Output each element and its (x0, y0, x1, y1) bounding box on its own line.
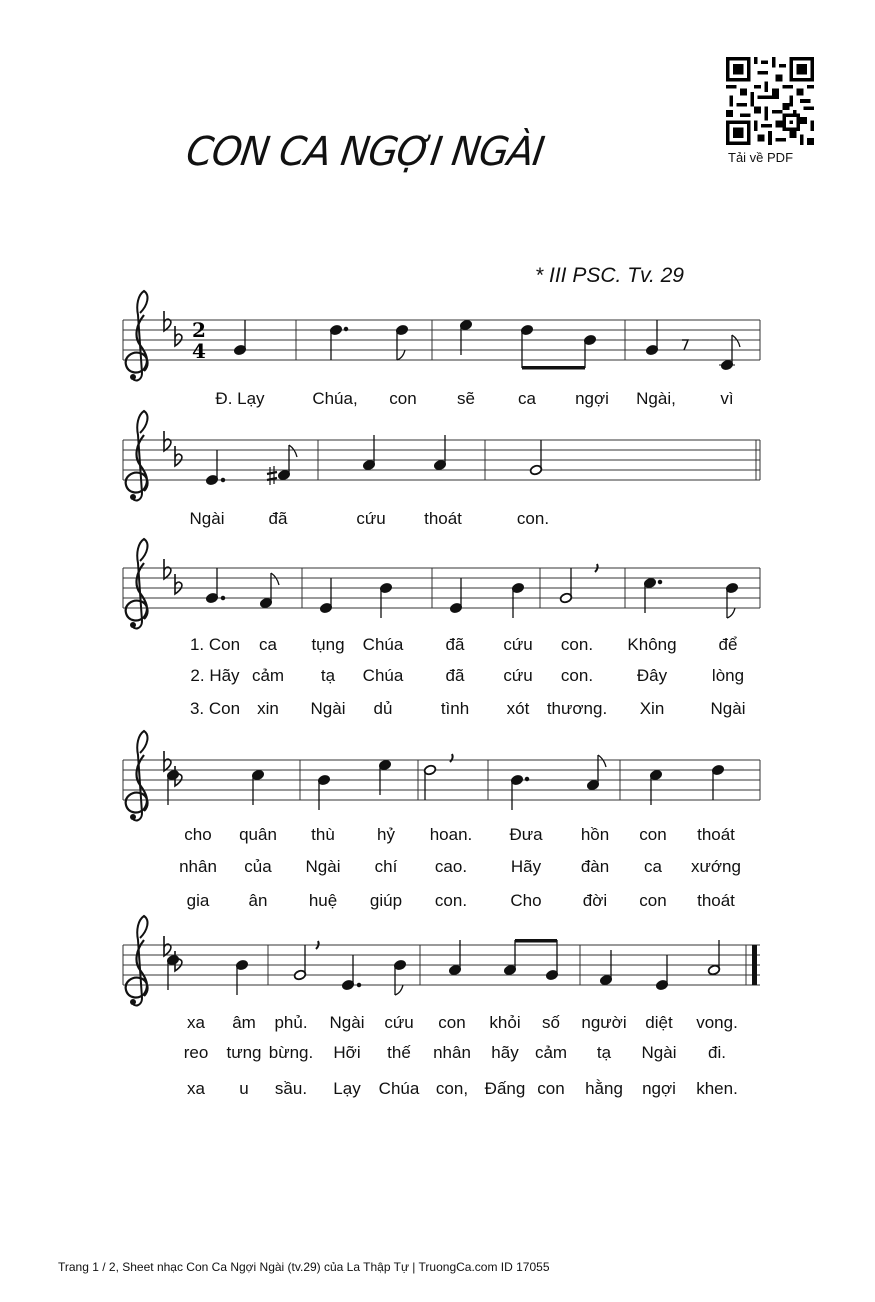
lyric-syllable: đã (445, 635, 465, 654)
lyric-syllable: đàn (580, 857, 610, 876)
lyric-syllable: thoát (697, 891, 735, 910)
lyric-syllable: chí (374, 857, 398, 876)
lyric-syllable: thoát (424, 509, 462, 528)
page-footer: Trang 1 / 2, Sheet nhạc Con Ca Ngợi Ngài (tv.29) của La Thập Tự | TruongCa.com ID 17055 (58, 1260, 550, 1274)
lyric-syllable: Hãy (510, 857, 542, 876)
lyric-syllable: nhân (433, 1043, 471, 1062)
lyric-syllable: con, (435, 1079, 469, 1098)
lyric-syllable: thế (387, 1043, 411, 1062)
lyric-syllable: Ngài, (636, 389, 676, 408)
lyric-syllable: thù (311, 825, 335, 844)
lyric-syllable: quân (239, 825, 277, 844)
lyric-syllable: con. (560, 635, 594, 654)
lyric-syllable: tạ (596, 1043, 612, 1062)
download-pdf-link[interactable]: Tải về PDF (728, 150, 794, 165)
lyric-syllable: Đấng (484, 1079, 526, 1098)
lyric-syllable: vì (720, 389, 734, 408)
lyric-syllable: bừng. (268, 1043, 314, 1062)
svg-text:2: 2 (192, 318, 206, 342)
lyric-syllable: sẽ (457, 389, 475, 408)
svg-text:4: 4 (192, 339, 206, 363)
lyric-syllable: u (239, 1079, 249, 1098)
lyric-syllable: người (581, 1013, 627, 1032)
lyric-syllable: Chúa (362, 635, 404, 654)
lyric-syllable: đã (445, 666, 465, 685)
lyric-syllable: hằng (585, 1079, 623, 1098)
lyric-syllable: xót (506, 699, 530, 718)
lyric-syllable: hoan. (429, 825, 473, 844)
lyric-syllable: âm (232, 1013, 256, 1032)
lyric-syllable: Ngài (710, 699, 746, 718)
lyric-syllable: con (389, 389, 417, 408)
lyric-syllable: con (639, 891, 667, 910)
lyric-syllable: con (537, 1079, 565, 1098)
lyric-syllable: xin (257, 699, 279, 718)
lyric-syllable: cảm (534, 1043, 568, 1062)
lyric-syllable: Ngài (189, 509, 225, 528)
lyric-syllable: hồn (580, 825, 610, 844)
lyric-syllable: Ngài (329, 1013, 365, 1032)
lyric-syllable: con. (560, 666, 594, 685)
song-title: CON CA NGỢI NGÀI (183, 128, 547, 175)
lyric-syllable: cao. (434, 857, 468, 876)
lyric-syllable: Chúa (378, 1079, 420, 1098)
lyric-syllable: số (542, 1013, 560, 1032)
lyric-syllable: xa (187, 1013, 205, 1032)
lyric-syllable: Lạy (333, 1079, 361, 1098)
lyric-syllable: Đ. Lạy (215, 389, 265, 408)
lyric-syllable: phủ. (274, 1013, 308, 1032)
lyric-syllable: cảm (251, 666, 285, 685)
lyric-syllable: hỷ (377, 825, 395, 844)
lyric-syllable: để (718, 635, 738, 654)
lyric-syllable: ca (644, 857, 662, 876)
lyric-syllable: diệt (645, 1013, 673, 1032)
lyric-syllable: dủ (373, 699, 393, 718)
lyric-syllable: cứu (356, 509, 386, 528)
lyric-syllable: Ngài (641, 1043, 677, 1062)
lyric-syllable: gia (186, 891, 210, 910)
lyric-syllable: đời (582, 891, 608, 910)
psalm-reference: * III PSC. Tv. 29 (535, 264, 684, 287)
lyric-syllable: vong. (696, 1013, 738, 1032)
lyric-syllable: tạ (320, 666, 336, 685)
lyric-syllable: con. (516, 509, 550, 528)
lyric-syllable: nhân (179, 857, 217, 876)
lyric-syllable: ngợi (642, 1079, 676, 1098)
lyric-syllable: cứu (503, 666, 533, 685)
lyric-syllable: ngợi (575, 389, 609, 408)
lyric-syllable: lòng (711, 666, 745, 685)
lyric-syllable: Xin (639, 699, 665, 718)
lyric-syllable: huệ (308, 891, 338, 910)
lyric-syllable: sầu. (274, 1079, 308, 1098)
lyric-syllable: Chúa, (312, 389, 358, 408)
lyric-syllable: Cho (510, 891, 542, 910)
lyric-syllable: 1. Con (189, 635, 241, 654)
lyric-syllable: xa (187, 1079, 205, 1098)
lyric-syllable: khen. (696, 1079, 738, 1098)
lyric-syllable: thoát (697, 825, 735, 844)
lyric-syllable: hãy (491, 1043, 519, 1062)
lyric-syllable: Không (627, 635, 677, 654)
lyric-syllable: Đưa (509, 825, 543, 844)
lyric-syllable: 2. Hãy (190, 666, 240, 685)
lyric-syllable: 3. Con (189, 699, 241, 718)
lyric-syllable: Ngài (310, 699, 346, 718)
lyric-syllable: cứu (384, 1013, 414, 1032)
lyric-syllable: ca (518, 389, 536, 408)
lyric-syllable: ca (259, 635, 277, 654)
lyric-syllable: cho (184, 825, 212, 844)
lyric-syllable: con. (434, 891, 468, 910)
lyric-syllable: đi. (708, 1043, 726, 1062)
lyric-syllable: đã (268, 509, 288, 528)
lyric-syllable: cứu (503, 635, 533, 654)
lyric-syllable: reo (183, 1043, 209, 1062)
lyric-syllable: xướng (691, 857, 741, 876)
lyric-syllable: Hỡi (333, 1043, 361, 1062)
lyric-syllable: con (438, 1013, 466, 1032)
lyric-syllable: Ngài (305, 857, 341, 876)
lyric-syllable: khỏi (489, 1013, 521, 1032)
lyric-syllable: thương. (546, 699, 608, 718)
lyric-syllable: tụng (311, 635, 345, 654)
lyric-syllable: con (639, 825, 667, 844)
lyric-syllable: giúp (369, 891, 403, 910)
lyric-syllable: tưng (226, 1043, 262, 1062)
lyric-syllable: Đây (636, 666, 668, 685)
lyric-syllable: tình (440, 699, 470, 718)
lyric-syllable: của (244, 857, 272, 876)
lyric-syllable: ân (248, 891, 268, 910)
lyric-syllable: Chúa (362, 666, 404, 685)
